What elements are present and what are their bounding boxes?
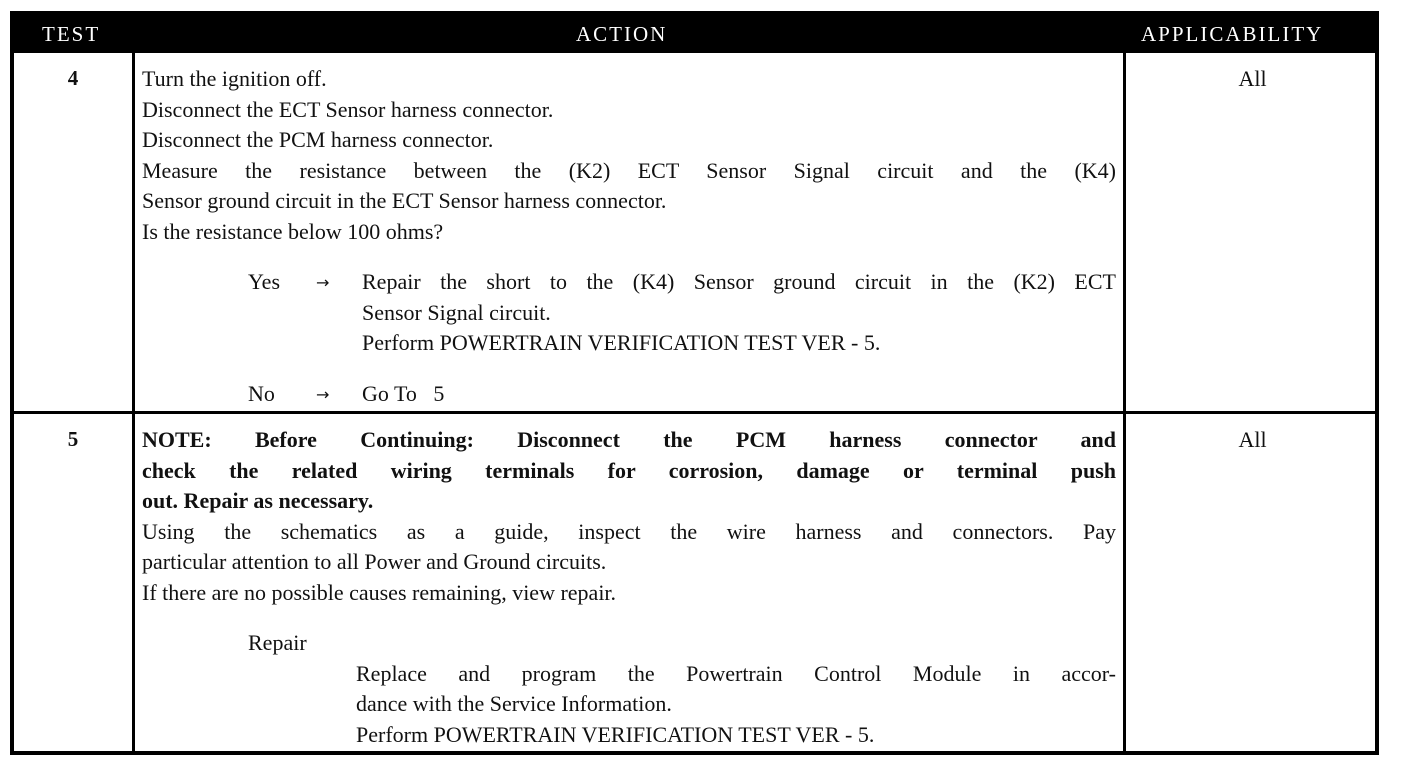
note-text: check the related wiring terminals for corrosion, damage or terminal push bbox=[142, 457, 1116, 483]
action-step: Disconnect the PCM harness connector. bbox=[142, 127, 494, 152]
applicability-cell: All bbox=[1238, 427, 1267, 452]
header-test: TEST bbox=[42, 22, 101, 46]
action-step: If there are no possible causes remaining, view repair. bbox=[142, 579, 617, 605]
repair-text: Perform POWERTRAIN VERIFICATION TEST VER - 5. bbox=[356, 721, 875, 747]
diagnostic-test-table bbox=[10, 11, 1379, 755]
test-number: 4 bbox=[67, 66, 79, 90]
action-step: Measure the resistance between the (K2) ECT Sensor Signal circuit and the (K4) bbox=[142, 157, 1116, 183]
repair-text: Replace and program the Powertrain Control Module in accor- bbox=[356, 660, 1116, 686]
action-question: Is the resistance below 100 ohms? bbox=[142, 218, 444, 244]
arrow-right-icon: → bbox=[316, 273, 330, 292]
yes-branch bbox=[142, 267, 1116, 298]
applicability-cell: All bbox=[1238, 66, 1267, 91]
test-number: 5 bbox=[67, 427, 79, 451]
action-cell bbox=[142, 64, 1116, 409]
yes-result-text: Perform POWERTRAIN VERIFICATION TEST VER - 5. bbox=[362, 330, 881, 355]
repair-label: Repair bbox=[248, 630, 307, 655]
action-step: Disconnect the ECT Sensor harness connector. bbox=[142, 96, 554, 122]
action-step: Turn the ignition off. bbox=[142, 66, 327, 91]
yes-result-text: Repair the short to the (K4) Sensor ground circuit in the (K2) ECT bbox=[362, 269, 1116, 294]
yes-label: Yes bbox=[248, 269, 281, 294]
action-step: Using the schematics as a guide, inspect the wire harness and connectors. Pay bbox=[142, 518, 1116, 544]
no-label: No bbox=[248, 380, 275, 406]
no-branch bbox=[142, 379, 1116, 410]
table-row-test-4 bbox=[14, 53, 1375, 411]
arrow-right-icon: → bbox=[316, 384, 330, 404]
header-action: ACTION bbox=[576, 22, 668, 46]
repair-text: dance with the Service Information. bbox=[356, 691, 672, 716]
action-step: particular attention to all Power and Ground circuits. bbox=[142, 549, 607, 574]
table-header bbox=[14, 15, 1375, 53]
table-row-test-5 bbox=[14, 414, 1375, 753]
go-to-link[interactable]: Go To 5 bbox=[362, 380, 445, 406]
action-step: Sensor ground circuit in the ECT Sensor harness connector. bbox=[142, 188, 667, 213]
header-applicability: APPLICABILITY bbox=[1141, 22, 1324, 46]
note-text: out. Repair as necessary. bbox=[142, 488, 374, 513]
yes-result-text: Sensor Signal circuit. bbox=[362, 299, 551, 325]
action-cell bbox=[142, 425, 1116, 750]
note-text: NOTE: Before Continuing: Disconnect the PCM harness connector and bbox=[142, 427, 1116, 452]
